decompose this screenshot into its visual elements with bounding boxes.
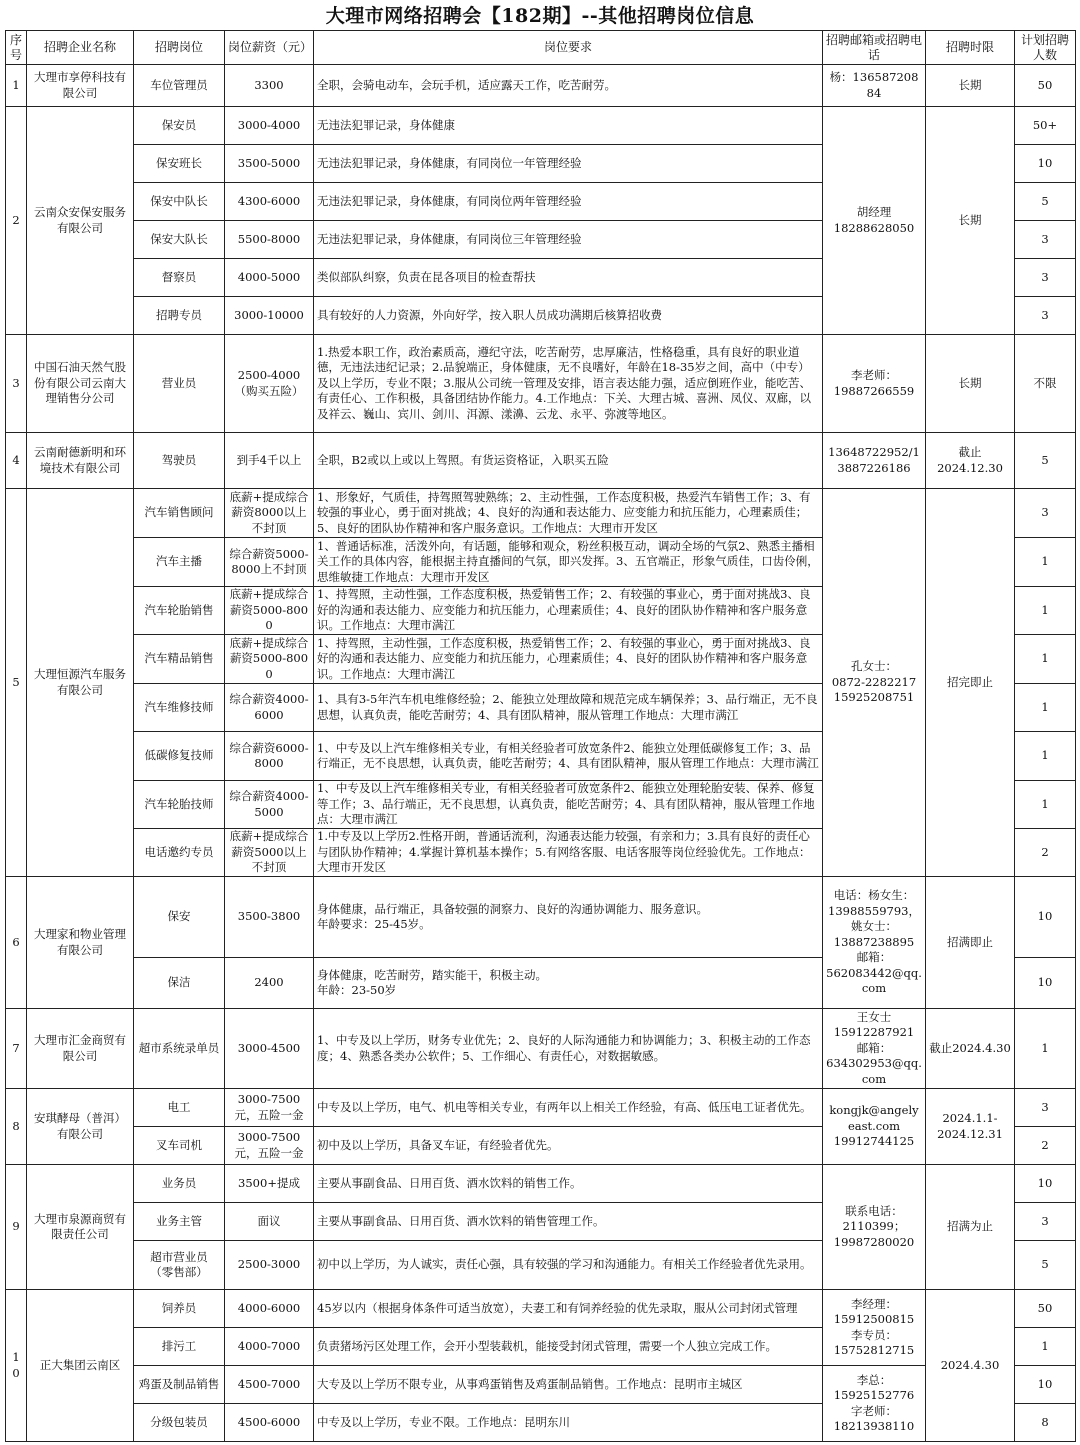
job-requirements: 负责猪场污区处理工作，会开小型装载机，能接受封闭式管理，需要一个人独立完成工作。 bbox=[314, 1328, 823, 1366]
job-count: 5 bbox=[1015, 183, 1076, 221]
job-count: 3 bbox=[1015, 489, 1076, 538]
job-count: 1 bbox=[1015, 635, 1076, 684]
job-title: 分级包装员 bbox=[134, 1404, 225, 1442]
job-count: 50 bbox=[1015, 1290, 1076, 1328]
job-salary: 到手4千以上 bbox=[225, 433, 314, 489]
job-requirements: 初中以上学历，为人诚实，责任心强，具有较强的学习和沟通能力。有相关工作经验者优先录用。 bbox=[314, 1241, 823, 1290]
company-name: 正大集团云南区 bbox=[27, 1290, 134, 1442]
job-requirements: 全职，B2或以上或以上驾照。有货运资格证，入职买五险 bbox=[314, 433, 823, 489]
row-number: 8 bbox=[6, 1089, 27, 1165]
job-salary: 4000-7000 bbox=[225, 1328, 314, 1366]
company-contact: 李经理： 15912500815 李专员： 15752812715 bbox=[823, 1290, 926, 1366]
job-title: 汽车轮胎销售 bbox=[134, 587, 225, 635]
table-row bbox=[6, 1290, 1076, 1328]
job-salary: 4000-6000 bbox=[225, 1290, 314, 1328]
job-salary: 3000-10000 bbox=[225, 297, 314, 335]
company-period: 截止 2024.12.30 bbox=[926, 433, 1015, 489]
job-title: 汽车主播 bbox=[134, 538, 225, 587]
company-name: 中国石油天然气股份有限公司云南大理销售分公司 bbox=[27, 335, 134, 433]
job-title: 招聘专员 bbox=[134, 297, 225, 335]
job-title: 电工 bbox=[134, 1089, 225, 1127]
row-number: 9 bbox=[6, 1165, 27, 1290]
job-title: 汽车轮胎技师 bbox=[134, 781, 225, 829]
job-count: 1 bbox=[1015, 538, 1076, 587]
job-count: 3 bbox=[1015, 221, 1076, 259]
job-salary: 3500-3800 bbox=[225, 877, 314, 958]
job-title: 保安员 bbox=[134, 107, 225, 145]
job-requirements: 1.热爱本职工作，政治素质高，遵纪守法，吃苦耐劳，忠厚廉洁，性格稳重，具有良好的职业道德，无违法违纪记录；2.品貌端正，身体健康，无不良嗜好，年龄在18-35岁之间，高中（中专）及以上学历，专业不限；3.服从公司统一管理及安排，语言表达能力强，适应倒班作业，能吃苦、有责任心、工作积极，具备团结协作能力。4.工作地点：下关、大理古城、喜洲、凤仪、双廊，以及祥云、巍山、宾川、剑川、洱源、漾濞、云龙、永平、弥渡等地区。 bbox=[314, 335, 823, 433]
job-salary: 底薪+提成综合薪资8000以上不封顶 bbox=[225, 489, 314, 538]
row-number: 1 bbox=[6, 65, 27, 107]
row-number: 5 bbox=[6, 489, 27, 877]
job-requirements: 中专及以上学历，电气、机电等相关专业，有两年以上相关工作经验，有高、低压电工证者优先。 bbox=[314, 1089, 823, 1127]
company-period: 招满即止 bbox=[926, 877, 1015, 1009]
job-title: 汽车维修技师 bbox=[134, 684, 225, 732]
job-salary: 3500-5000 bbox=[225, 145, 314, 183]
job-requirements: 1、中专及以上汽车维修相关专业，有相关经验者可放宽条件2、能独立处理低碳修复工作；3、品行端正，无不良思想，认真负责，能吃苦耐劳；4、具有团队精神，服从管理工作地点：大理市满江 bbox=[314, 732, 823, 781]
row-number: 2 bbox=[6, 107, 27, 335]
job-salary: 底薪+提成综合薪资5000以上不封顶 bbox=[225, 829, 314, 877]
job-requirements: 45岁以内（根据身体条件可适当放宽），夫妻工和有饲养经验的优先录取，服从公司封闭式管理 bbox=[314, 1290, 823, 1328]
job-count: 2 bbox=[1015, 1127, 1076, 1165]
header-requirements: 岗位要求 bbox=[314, 31, 823, 65]
job-title: 保安中队长 bbox=[134, 183, 225, 221]
job-title: 超市营业员 （零售部） bbox=[134, 1241, 225, 1290]
job-count: 1 bbox=[1015, 1328, 1076, 1366]
job-count: 50+ bbox=[1015, 107, 1076, 145]
job-title: 营业员 bbox=[134, 335, 225, 433]
job-requirements: 1、中专及以上学历，财务专业优先；2、良好的人际沟通能力和协调能力；3、积极主动的工作态度；4、熟悉各类办公软件；5、工作细心、有责任心，对数据敏感。 bbox=[314, 1009, 823, 1089]
job-count: 10 bbox=[1015, 1165, 1076, 1203]
job-count: 1 bbox=[1015, 732, 1076, 781]
job-title: 超市系统录单员 bbox=[134, 1009, 225, 1089]
job-requirements: 无违法犯罪记录，身体健康 bbox=[314, 107, 823, 145]
job-requirements: 身体健康，吃苦耐劳，踏实能干，积极主动。 年龄：23-50岁 bbox=[314, 958, 823, 1009]
company-contact: 13648722952/13887226186 bbox=[823, 433, 926, 489]
company-contact: 李总： 15925152776 字老师： 18213938110 bbox=[823, 1366, 926, 1442]
job-count: 3 bbox=[1015, 1089, 1076, 1127]
row-number: 10 bbox=[6, 1290, 27, 1442]
job-salary: 3000-4000 bbox=[225, 107, 314, 145]
job-count: 10 bbox=[1015, 877, 1076, 958]
table-row bbox=[6, 1089, 1076, 1127]
job-title: 饲养员 bbox=[134, 1290, 225, 1328]
row-number: 4 bbox=[6, 433, 27, 489]
job-count: 3 bbox=[1015, 297, 1076, 335]
table-row bbox=[6, 489, 1076, 538]
company-contact: kongjk@angelyeast.com 19912744125 bbox=[823, 1089, 926, 1165]
job-salary: 4000-5000 bbox=[225, 259, 314, 297]
job-count: 8 bbox=[1015, 1404, 1076, 1442]
job-title: 鸡蛋及制品销售 bbox=[134, 1366, 225, 1404]
job-salary: 2500-3000 bbox=[225, 1241, 314, 1290]
job-salary: 5500-8000 bbox=[225, 221, 314, 259]
job-count: 10 bbox=[1015, 1366, 1076, 1404]
job-requirements: 主要从事副食品、日用百货、酒水饮料的销售管理工作。 bbox=[314, 1203, 823, 1241]
table-row bbox=[6, 1009, 1076, 1089]
job-requirements: 1、中专及以上汽车维修相关专业，有相关经验者可放宽条件2、能独立处理轮胎安装、保养、修复等工作；3、品行端正，无不良思想，认真负责，能吃苦耐劳；4、具有团队精神，服从管理工作地点：大理市满江 bbox=[314, 781, 823, 829]
company-name: 大理恒源汽车服务有限公司 bbox=[27, 489, 134, 877]
job-salary: 综合薪资5000-8000上不封顶 bbox=[225, 538, 314, 587]
job-count: 不限 bbox=[1015, 335, 1076, 433]
company-period: 长期 bbox=[926, 107, 1015, 335]
page-title: 大理市网络招聘会【182期】--其他招聘岗位信息 bbox=[325, 5, 755, 27]
company-period: 2024.4.30 bbox=[926, 1290, 1015, 1442]
table-row bbox=[6, 1165, 1076, 1203]
job-salary: 3000-4500 bbox=[225, 1009, 314, 1089]
company-contact: 李老师： 19887266559 bbox=[823, 335, 926, 433]
job-count: 1 bbox=[1015, 684, 1076, 732]
job-requirements: 1、普通话标准，活泼外向，有话题，能够和观众，粉丝积极互动，调动全场的气氛2、熟悉主播相关工作的具体内容，能根据主持直播间的气氛，即兴发挥。3、五官端正，形象气质佳，口齿伶俐，思维敏捷工作地点：大理市开发区 bbox=[314, 538, 823, 587]
table-row bbox=[6, 335, 1076, 433]
job-title: 保洁 bbox=[134, 958, 225, 1009]
job-count: 10 bbox=[1015, 958, 1076, 1009]
company-period: 长期 bbox=[926, 335, 1015, 433]
job-title: 低碳修复技师 bbox=[134, 732, 225, 781]
job-requirements: 全职，会骑电动车，会玩手机，适应露天工作，吃苦耐劳。 bbox=[314, 65, 823, 107]
job-count: 3 bbox=[1015, 259, 1076, 297]
job-salary: 3000-7500元，五险一金 bbox=[225, 1089, 314, 1127]
company-contact: 联系电话： 2110399； 19987280020 bbox=[823, 1165, 926, 1290]
company-contact: 胡经理 18288628050 bbox=[823, 107, 926, 335]
job-salary: 综合薪资4000-6000 bbox=[225, 684, 314, 732]
job-title: 驾驶员 bbox=[134, 433, 225, 489]
job-count: 50 bbox=[1015, 65, 1076, 107]
header-period: 招聘时限 bbox=[926, 31, 1015, 65]
job-count: 5 bbox=[1015, 433, 1076, 489]
company-name: 大理家和物业管理有限公司 bbox=[27, 877, 134, 1009]
job-count: 10 bbox=[1015, 145, 1076, 183]
job-title: 业务主管 bbox=[134, 1203, 225, 1241]
table-row bbox=[6, 107, 1076, 145]
job-title: 电话邀约专员 bbox=[134, 829, 225, 877]
company-name: 大理市享停科技有限公司 bbox=[27, 65, 134, 107]
company-period: 招完即止 bbox=[926, 489, 1015, 877]
job-salary: 3000-7500元，五险一金 bbox=[225, 1127, 314, 1165]
job-requirements: 无违法犯罪记录，身体健康，有同岗位一年管理经验 bbox=[314, 145, 823, 183]
company-contact: 孔女士： 0872-2282217 15925208751 bbox=[823, 489, 926, 877]
job-salary: 综合薪资4000-5000 bbox=[225, 781, 314, 829]
header-contact: 招聘邮箱或招聘电话 bbox=[823, 31, 926, 65]
job-requirements: 无违法犯罪记录，身体健康，有同岗位两年管理经验 bbox=[314, 183, 823, 221]
job-count: 3 bbox=[1015, 1203, 1076, 1241]
job-salary: 3500+提成 bbox=[225, 1165, 314, 1203]
company-period: 2024.1.1- 2024.12.31 bbox=[926, 1089, 1015, 1165]
company-name: 安琪酵母（普洱）有限公司 bbox=[27, 1089, 134, 1165]
job-title: 汽车精品销售 bbox=[134, 635, 225, 684]
table-row bbox=[6, 433, 1076, 489]
table-row bbox=[6, 877, 1076, 958]
header-no: 序号 bbox=[6, 31, 27, 65]
table-row bbox=[6, 65, 1076, 107]
job-salary: 4500-7000 bbox=[225, 1366, 314, 1404]
job-title: 保安大队长 bbox=[134, 221, 225, 259]
job-requirements: 身体健康，品行端正，具备较强的洞察力、良好的沟通协调能力、服务意识。 年龄要求：25-45岁。 bbox=[314, 877, 823, 958]
job-requirements: 1、形象好，气质佳，持驾照驾驶熟练；2、主动性强，工作态度积极，热爱汽车销售工作；3、有较强的事业心，勇于面对挑战；4、良好的沟通和表达能力、应变能力和抗压能力，心理素质佳；5、良好的团队协作精神和客户服务意识。工作地点：大理市开发区 bbox=[314, 489, 823, 538]
company-name: 云南耐德新明和环境技术有限公司 bbox=[27, 433, 134, 489]
job-requirements: 无违法犯罪记录，身体健康，有同岗位三年管理经验 bbox=[314, 221, 823, 259]
recruitment-table bbox=[5, 30, 1076, 1442]
header-row bbox=[6, 31, 1076, 65]
job-title: 车位管理员 bbox=[134, 65, 225, 107]
header-salary: 岗位薪资（元） bbox=[225, 31, 314, 65]
job-count: 1 bbox=[1015, 781, 1076, 829]
company-period: 长期 bbox=[926, 65, 1015, 107]
job-requirements: 类似部队纠察，负责在昆各项目的检查帮扶 bbox=[314, 259, 823, 297]
job-title: 汽车销售顾问 bbox=[134, 489, 225, 538]
company-period: 截止2024.4.30 bbox=[926, 1009, 1015, 1089]
job-requirements: 中专及以上学历，专业不限。工作地点：昆明东川 bbox=[314, 1404, 823, 1442]
company-contact: 王女士 15912287921 邮箱： 634302953@qq.com bbox=[823, 1009, 926, 1089]
job-salary: 底薪+提成综合薪资5000-8000 bbox=[225, 635, 314, 684]
job-salary: 2400 bbox=[225, 958, 314, 1009]
header-count: 计划招聘人数 bbox=[1015, 31, 1076, 65]
company-name: 大理市汇金商贸有限公司 bbox=[27, 1009, 134, 1089]
job-requirements: 大专及以上学历不限专业，从事鸡蛋销售及鸡蛋制品销售。工作地点：昆明市主城区 bbox=[314, 1366, 823, 1404]
job-requirements: 主要从事副食品、日用百货、酒水饮料的销售工作。 bbox=[314, 1165, 823, 1203]
job-salary: 2500-4000 （购买五险） bbox=[225, 335, 314, 433]
company-contact: 杨：13658720884 bbox=[823, 65, 926, 107]
job-count: 1 bbox=[1015, 587, 1076, 635]
job-title: 叉车司机 bbox=[134, 1127, 225, 1165]
job-requirements: 1、持驾照，主动性强，工作态度积极，热爱销售工作；2、有较强的事业心，勇于面对挑战3、良好的沟通和表达能力、应变能力和抗压能力，心理素质佳；4、良好的团队协作精神和客户服务意识。工作地点：大理市满江 bbox=[314, 635, 823, 684]
job-requirements: 1、持驾照，主动性强，工作态度积极，热爱销售工作；2、有较强的事业心，勇于面对挑战3、良好的沟通和表达能力、应变能力和抗压能力，心理素质佳；4、良好的团队协作精神和客户服务意识。工作地点：大理市满江 bbox=[314, 587, 823, 635]
job-count: 1 bbox=[1015, 1009, 1076, 1089]
row-number: 7 bbox=[6, 1009, 27, 1089]
job-requirements: 1、具有3-5年汽车机电维修经验；2、能独立处理故障和规范完成车辆保养；3、品行端正，无不良思想，认真负责，能吃苦耐劳；4、具有团队精神，服从管理工作地点：大理市满江 bbox=[314, 684, 823, 732]
row-number: 6 bbox=[6, 877, 27, 1009]
job-salary: 面议 bbox=[225, 1203, 314, 1241]
job-salary: 综合薪资6000-8000 bbox=[225, 732, 314, 781]
row-number: 3 bbox=[6, 335, 27, 433]
job-requirements: 初中及以上学历，具备叉车证，有经验者优先。 bbox=[314, 1127, 823, 1165]
job-title: 督察员 bbox=[134, 259, 225, 297]
job-salary: 底薪+提成综合薪资5000-8000 bbox=[225, 587, 314, 635]
table-row bbox=[6, 1366, 1076, 1404]
job-requirements: 具有较好的人力资源，外向好学，按入职人员成功满期后核算招收费 bbox=[314, 297, 823, 335]
job-salary: 4500-6000 bbox=[225, 1404, 314, 1442]
header-position: 招聘岗位 bbox=[134, 31, 225, 65]
company-period: 招满为止 bbox=[926, 1165, 1015, 1290]
header-company: 招聘企业名称 bbox=[27, 31, 134, 65]
job-salary: 4300-6000 bbox=[225, 183, 314, 221]
company-name: 大理市泉源商贸有限责任公司 bbox=[27, 1165, 134, 1290]
job-title: 保安班长 bbox=[134, 145, 225, 183]
job-count: 2 bbox=[1015, 829, 1076, 877]
job-salary: 3300 bbox=[225, 65, 314, 107]
job-title: 业务员 bbox=[134, 1165, 225, 1203]
job-requirements: 1.中专及以上学历2.性格开朗，普通话流利，沟通表达能力较强，有亲和力；3.具有良好的责任心与团队协作精神；4.掌握计算机基本操作；5.有网络客服、电话客服等岗位经验优先。工作地点：大理市开发区 bbox=[314, 829, 823, 877]
company-contact: 电话：杨女生： 13988559793， 姚女士： 13887238895 邮箱： 562083442@qq.com bbox=[823, 877, 926, 1009]
job-count: 5 bbox=[1015, 1241, 1076, 1290]
company-name: 云南众安保安服务有限公司 bbox=[27, 107, 134, 335]
job-title: 保安 bbox=[134, 877, 225, 958]
job-title: 排污工 bbox=[134, 1328, 225, 1366]
